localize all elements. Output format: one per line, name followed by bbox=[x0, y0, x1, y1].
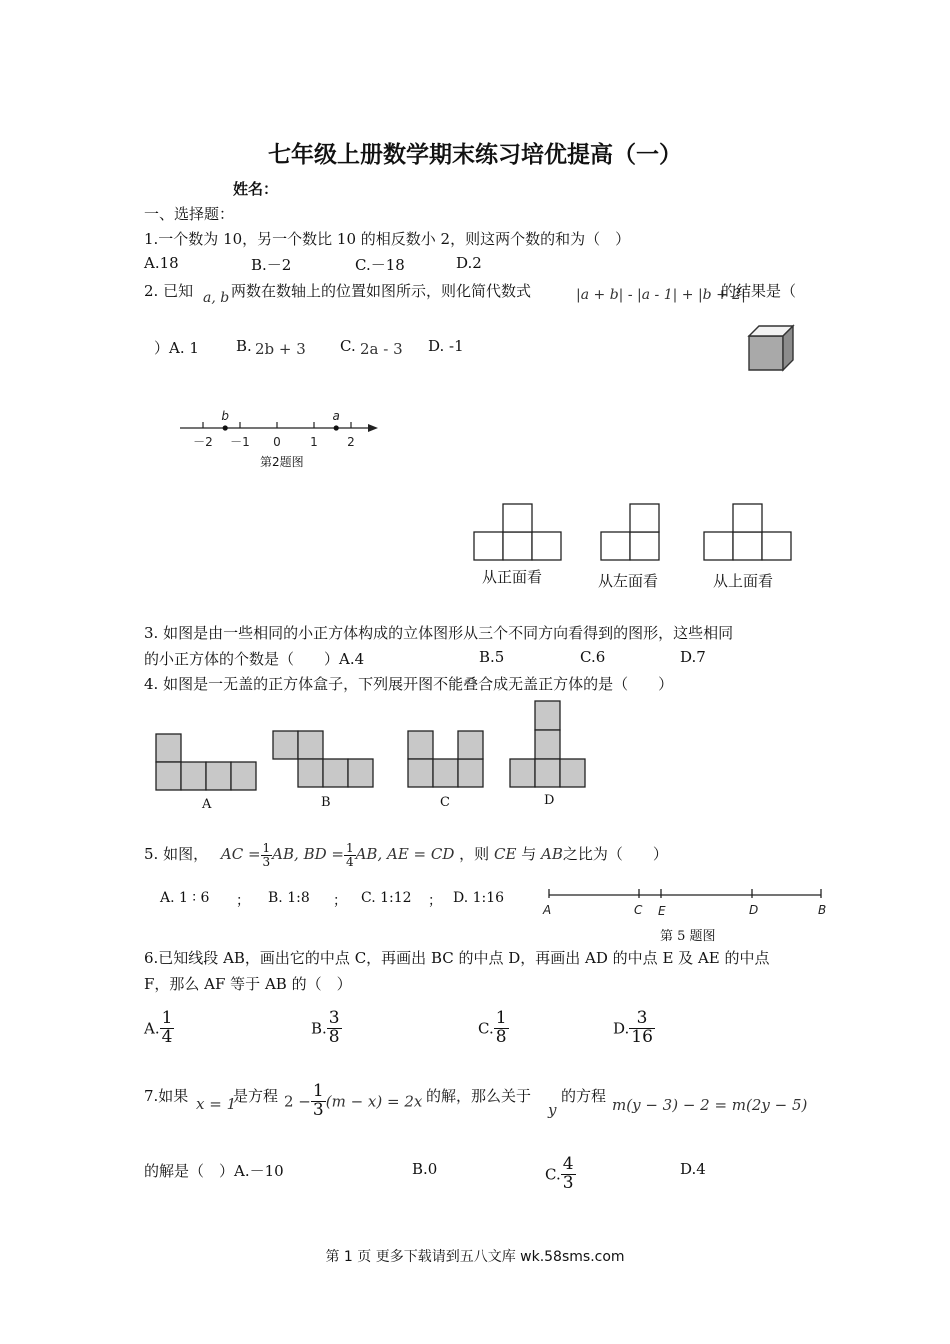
axis-point-a bbox=[334, 425, 339, 430]
q3-option-c: C.6 bbox=[580, 648, 606, 666]
q7-var-y: y bbox=[548, 1101, 557, 1119]
point-label-e: E bbox=[658, 904, 666, 918]
axis-tick-label: 0 bbox=[273, 435, 281, 449]
q7-frac-one-third: $\frac{1}{3}$ bbox=[312, 1081, 324, 1120]
section-heading: 一、选择题： bbox=[144, 205, 235, 223]
q2-option-b-label: B. bbox=[236, 337, 252, 355]
left-view-square bbox=[630, 532, 659, 560]
q7-is-solution: 是方程 bbox=[233, 1087, 279, 1105]
net-b-square bbox=[298, 731, 323, 759]
q5-ab: AB bbox=[540, 845, 563, 864]
left-view-square bbox=[601, 532, 630, 560]
net-label-b: B bbox=[321, 795, 331, 810]
front-view-square bbox=[474, 532, 503, 560]
q6-option-d: D. $\frac{3}{16}$ bbox=[613, 1008, 653, 1047]
net-a-square bbox=[156, 762, 181, 790]
net-c-square bbox=[433, 759, 458, 787]
q5-option-b: B. 1:8 bbox=[268, 890, 310, 906]
front-view-square bbox=[503, 532, 532, 560]
page-title: 七年级上册数学期末练习培优提高（一） bbox=[268, 142, 682, 168]
question-2-prefix: 2. 已知 bbox=[144, 282, 194, 300]
net-d-square bbox=[535, 701, 560, 730]
net-label-c: C bbox=[440, 795, 450, 810]
q6-option-c: C. $\frac{1}{8}$ bbox=[478, 1008, 507, 1047]
q7-eq-label: 的方程 bbox=[561, 1087, 607, 1105]
net-b-square bbox=[323, 759, 348, 787]
net-c-square bbox=[458, 759, 483, 787]
q7-option-c: C. $\frac{4}{3}$ bbox=[545, 1154, 574, 1193]
q1-option-b: B.－2 bbox=[251, 256, 292, 274]
net-b-square bbox=[298, 759, 323, 787]
top-view-square bbox=[762, 532, 791, 560]
net-b-square bbox=[348, 759, 373, 787]
q7-prefix: 7.如果 bbox=[144, 1087, 189, 1105]
q5-ratio: 之比为（ ） bbox=[562, 845, 668, 864]
segment-ab-figure bbox=[540, 884, 832, 918]
q6-frac-c: $\frac{1}{8}$ bbox=[495, 1008, 507, 1047]
axis-point-b bbox=[223, 425, 228, 430]
q6-option-b: B. $\frac{3}{8}$ bbox=[311, 1008, 340, 1047]
question-1-text: 1.一个数为 10，另一个数比 10 的相反数小 2，则这两个数的和为（ ） bbox=[144, 230, 631, 248]
front-view-square bbox=[532, 532, 561, 560]
question-3-line1: 3. 如图是由一些相同的小正方体构成的立体图形从三个不同方向看得到的图形，这些相同 bbox=[144, 624, 734, 642]
net-c-square bbox=[458, 731, 483, 759]
point-label-c: C bbox=[634, 903, 643, 917]
q6-option-a: A. $\frac{1}{4}$ bbox=[144, 1008, 173, 1047]
question-6-line2: F，那么 AF 等于 AB 的（ ） bbox=[144, 975, 352, 993]
net-a-square bbox=[156, 734, 181, 762]
q7-x-eq: x = 1 bbox=[196, 1095, 237, 1113]
net-label-d: D bbox=[544, 793, 555, 808]
page-footer: 第 1 页 更多下载请到五八文库 wk.58sms.com bbox=[325, 1249, 625, 1265]
q7-frac-c: $\frac{4}{3}$ bbox=[562, 1154, 574, 1193]
front-view-label: 从正面看 bbox=[482, 568, 543, 586]
open-box-cube-figure bbox=[745, 322, 797, 374]
axis-point-label-b: b bbox=[221, 409, 230, 423]
q6-frac-b: $\frac{3}{8}$ bbox=[328, 1008, 340, 1047]
q5-eq-rest: AB, AE = CD bbox=[355, 845, 455, 864]
q5-eq-ac: AC = bbox=[220, 845, 261, 864]
q5-with: 与 bbox=[521, 845, 537, 864]
net-b-square bbox=[273, 731, 298, 759]
net-c-square bbox=[408, 731, 433, 759]
q5-sep-1: ； bbox=[236, 893, 250, 909]
question-6-line1: 6.已知线段 AB，画出它的中点 C，再画出 BC 的中点 D，再画出 AD 的中点 E 及 AE 的中点 bbox=[144, 949, 770, 967]
axis-tick-label: －2 bbox=[193, 435, 213, 449]
point-label-d: D bbox=[749, 903, 759, 917]
top-view-label: 从上面看 bbox=[713, 572, 774, 590]
cube-nets-figure bbox=[150, 698, 590, 796]
q7-middle-text: 的解，那么关于 bbox=[426, 1087, 532, 1105]
net-a-square bbox=[231, 762, 256, 790]
net-a-square bbox=[206, 762, 231, 790]
axis-tick-label: －1 bbox=[230, 435, 250, 449]
q6-frac-d: $\frac{3}{16}$ bbox=[631, 1008, 653, 1047]
q7-line2-option-a: 的解是（ ）A.－10 bbox=[144, 1162, 284, 1180]
q5-then: ，则 bbox=[459, 845, 490, 864]
top-view-square bbox=[733, 504, 762, 532]
q5-eq-ab-bd: AB, BD = bbox=[272, 845, 344, 864]
net-label-a: A bbox=[202, 797, 212, 812]
question-2-middle: 两数在数轴上的位置如图所示，则化简代数式 bbox=[231, 282, 532, 300]
top-view-square bbox=[704, 532, 733, 560]
q1-option-c: C.－18 bbox=[355, 256, 405, 274]
net-c-square bbox=[408, 759, 433, 787]
q7-option-b: B.0 bbox=[412, 1160, 438, 1178]
fig2-caption: 第2题图 bbox=[260, 455, 304, 469]
question-5-line bbox=[144, 842, 668, 868]
q2-option-d: D. -1 bbox=[428, 337, 464, 355]
axis-point-label-a: a bbox=[332, 409, 340, 423]
net-d-square bbox=[535, 759, 560, 787]
top-view-square bbox=[733, 532, 762, 560]
q5-option-d: D. 1:16 bbox=[453, 890, 505, 906]
q7-option-d: D.4 bbox=[680, 1160, 706, 1178]
q5-option-a: A. 1 ∶ 6 bbox=[160, 890, 210, 906]
q2-variables: a, b bbox=[203, 290, 230, 306]
question-2-suffix: 的结果是（ bbox=[721, 282, 797, 300]
front-view-square bbox=[503, 504, 532, 532]
q5-sep-2: ； bbox=[333, 893, 347, 909]
net-d-square bbox=[535, 730, 560, 759]
point-label-a: A bbox=[543, 903, 552, 917]
fig5-caption: 第 5 题图 bbox=[660, 929, 716, 944]
q3-option-b: B.5 bbox=[479, 648, 505, 666]
q1-option-d: D.2 bbox=[456, 254, 482, 272]
q1-option-a: A.18 bbox=[144, 254, 179, 272]
question-4-text: 4. 如图是一无盖的正方体盒子，下列展开图不能叠合成无盖正方体的是（ ） bbox=[144, 675, 674, 693]
axis-tick-label: 2 bbox=[347, 435, 355, 449]
q5-ce: CE bbox=[493, 845, 517, 864]
q7-equation-2: m(y − 3) − 2 = m(2y − 5) bbox=[612, 1096, 808, 1114]
q5-prefix: 5. 如图， bbox=[144, 845, 209, 864]
q2-option-a: ）A. 1 bbox=[154, 339, 199, 357]
q5-frac-one-quarter: $\frac{1}{4}$ bbox=[345, 841, 354, 869]
q5-frac-one-third: $\frac{1}{3}$ bbox=[262, 841, 271, 869]
net-d-square bbox=[560, 759, 585, 787]
question-3-line2: 的小正方体的个数是（ ）A.4 bbox=[144, 650, 365, 668]
left-view-square bbox=[630, 504, 659, 532]
q3-option-d: D.7 bbox=[680, 648, 706, 666]
q7-equation-1: 2 − $\frac{1}{3}$ (m − x) = 2x bbox=[284, 1081, 423, 1120]
q2-option-c-expr: 2a - 3 bbox=[360, 340, 403, 358]
number-line-figure bbox=[178, 408, 388, 456]
q2-option-c-label: C. bbox=[340, 337, 356, 355]
name-label: 姓名： bbox=[233, 180, 279, 198]
q6-frac-a: $\frac{1}{4}$ bbox=[161, 1008, 173, 1047]
net-d-square bbox=[510, 759, 535, 787]
q5-option-c: C. 1:12 bbox=[361, 890, 412, 906]
left-view-label: 从左面看 bbox=[598, 572, 659, 590]
axis-tick-label: 1 bbox=[310, 435, 318, 449]
net-a-square bbox=[181, 762, 206, 790]
q2-expression: |a + b| - |a - 1| + |b + 2| bbox=[576, 287, 746, 303]
q5-sep-3: ； bbox=[428, 893, 442, 909]
point-label-b: B bbox=[818, 903, 827, 917]
q2-option-b-expr: 2b + 3 bbox=[255, 340, 306, 358]
